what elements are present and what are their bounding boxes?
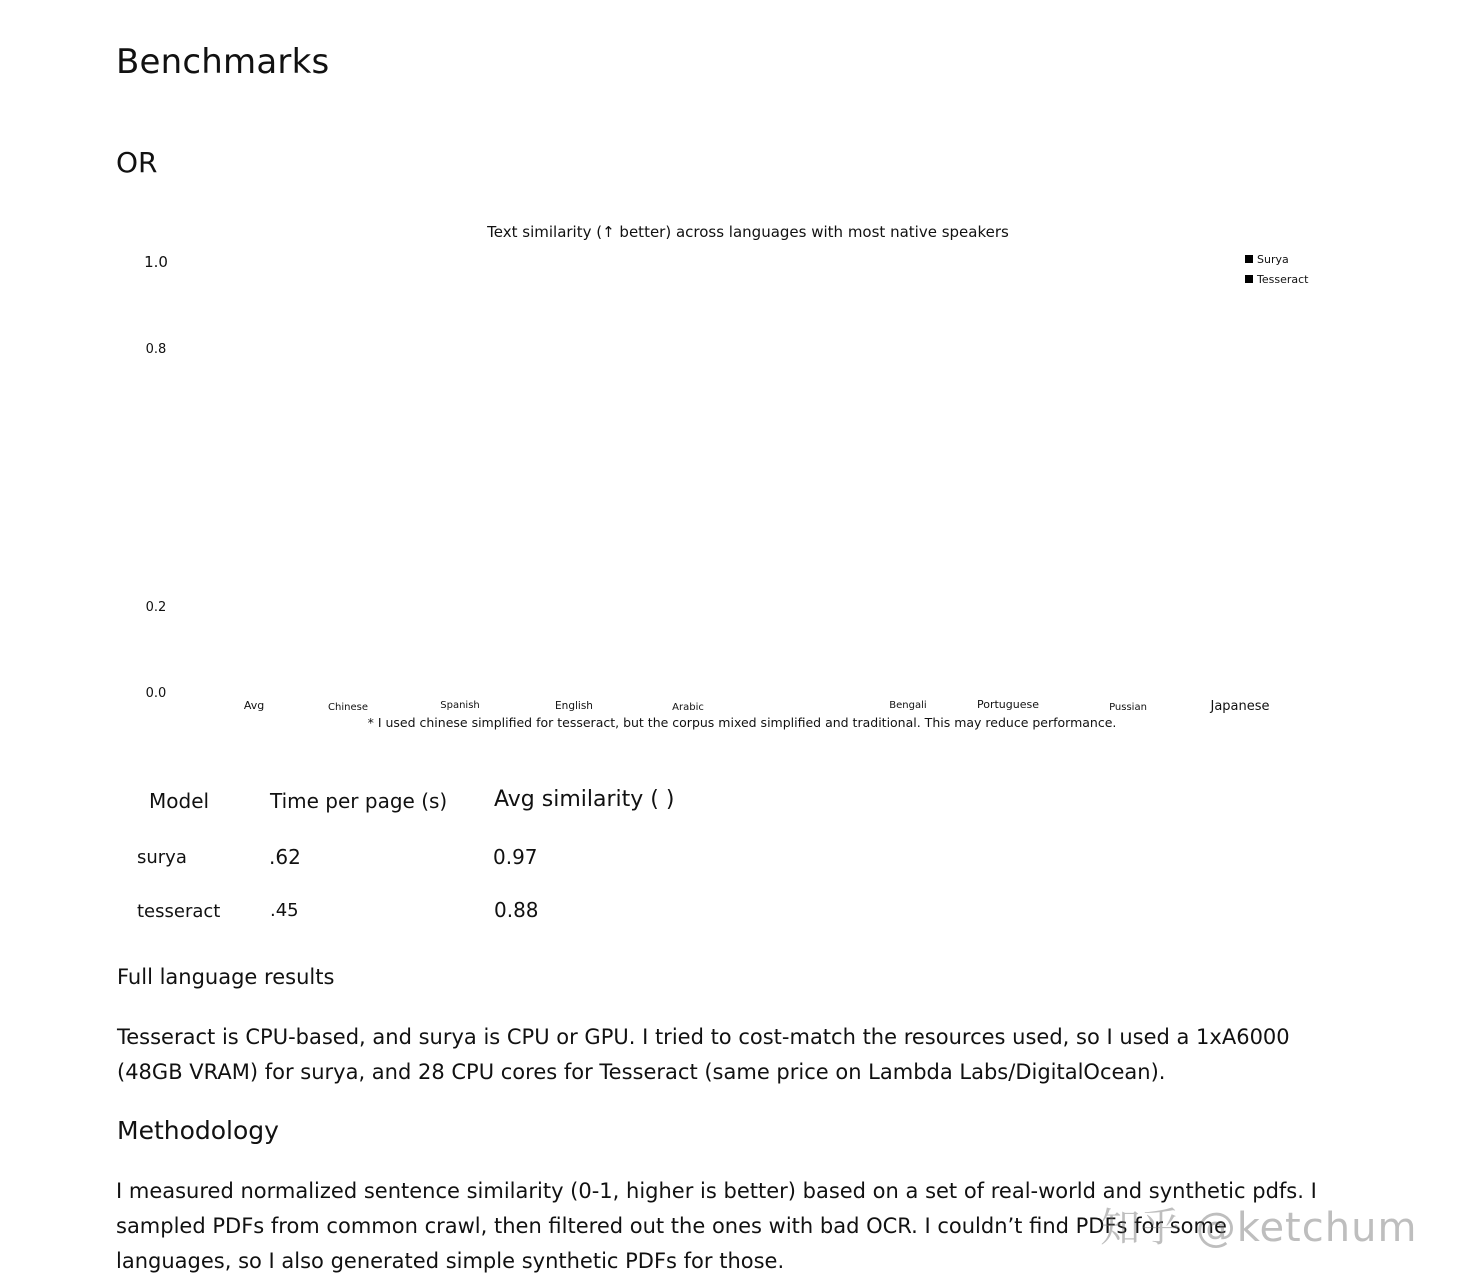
hardware-paragraph: Tesseract is CPU-based, and surya is CPU or GPU. I tried to cost-match the resources used, so I used a 1xA6000 (48GB VRAM) for surya, and 28 CPU cores for Tesseract (same price on Lambda Labs/DigitalOcean). [117, 1025, 1290, 1084]
methodology-paragraph: I measured normalized sentence similarity (0-1, higher is better) based on a set of real-world and synthetic pdfs. I sampled PDFs from common crawl, then filtered out the ones with bad OCR. I couldn’t find PDFs for some languages, so I also generated simple synthetic PDFs for those. [116, 1179, 1317, 1273]
legend-marker [1245, 255, 1253, 263]
chart-footnote: * I used chinese simplified for tesseract, but the corpus mixed simplified and traditional. This may reduce performance. [367, 715, 1117, 730]
table-header-model: Model [149, 789, 210, 813]
methodology-heading: Methodology [117, 1116, 279, 1145]
x-tick-label: English [555, 700, 593, 712]
x-tick-label: Pussian [1109, 702, 1147, 713]
x-tick-label: Bengali [889, 700, 927, 711]
y-tick-label: 0.2 [145, 600, 167, 615]
y-axis-ticks [144, 253, 168, 701]
chart-title: Text similarity (↑ better) across languages with most native speakers [487, 223, 1009, 241]
x-tick-label: Avg [243, 699, 265, 712]
full-results-link[interactable]: Full language results [117, 965, 335, 989]
table-header-time: Time per page (s) [270, 789, 448, 813]
table-cell-similarity: 0.97 [493, 845, 538, 869]
watermark: 知乎 @ketchum [1100, 1205, 1418, 1251]
table-cell-model: surya [137, 847, 187, 868]
y-tick-label: 1.0 [144, 253, 168, 271]
legend-label: Surya [1257, 253, 1289, 266]
table-header-similarity: Avg similarity ( ) [494, 787, 675, 812]
x-axis-ticks [244, 698, 1270, 714]
chart-legend [1245, 253, 1309, 286]
page-title: Benchmarks [116, 42, 330, 82]
table-cell-model: tesseract [137, 901, 221, 922]
section-heading: OR [116, 146, 158, 179]
y-tick-label: 0.0 [145, 686, 167, 701]
table-cell-time: .45 [270, 900, 299, 921]
x-tick-label: Portuguese [977, 698, 1039, 711]
table-cell-similarity: 0.88 [494, 898, 539, 922]
y-tick-label: 0.8 [145, 342, 167, 357]
legend-marker [1245, 275, 1253, 283]
x-tick-label: Arabic [672, 702, 704, 713]
x-tick-label: Chinese [328, 702, 368, 713]
x-tick-label: Japanese [1210, 699, 1270, 714]
x-tick-label: Spanish [440, 700, 480, 711]
table-cell-time: .62 [269, 845, 301, 869]
legend-label: Tesseract [1257, 273, 1309, 286]
